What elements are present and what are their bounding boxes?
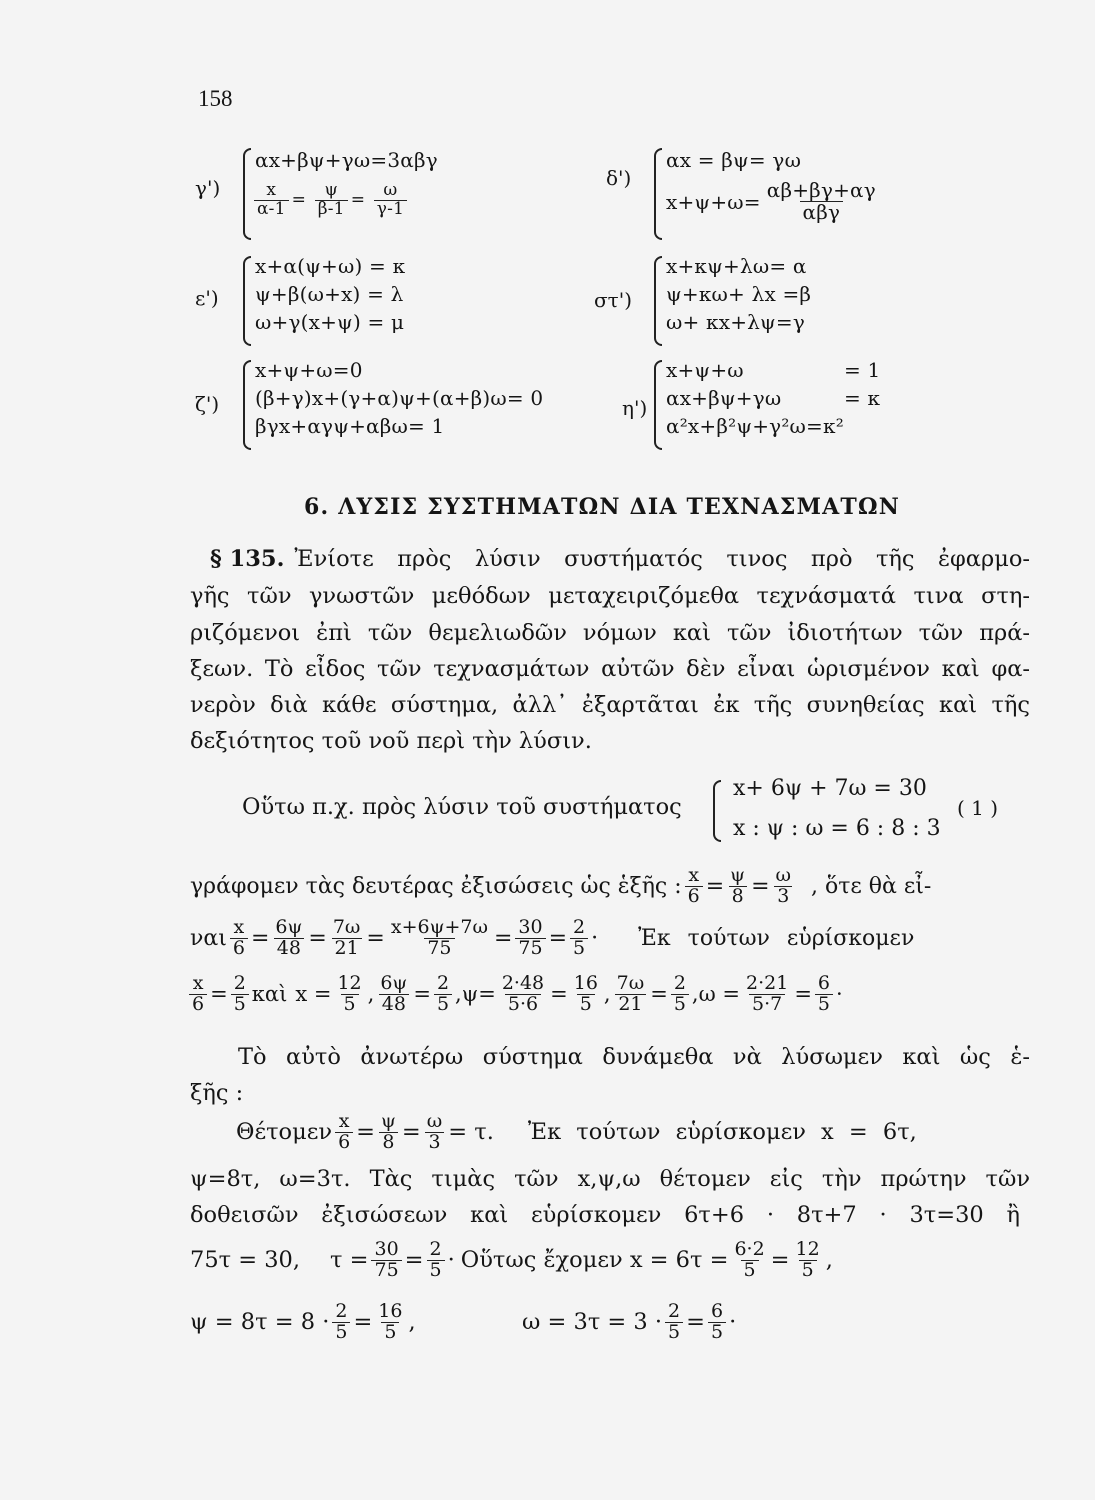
math-line: ω = 3τ = 3 · $\frac{2}{5}$ = $\frac{6}{5}$ · [522, 1300, 737, 1343]
equation: x+α(ψ+ω) = κ [255, 254, 406, 278]
section-heading: 6. ΛΥΣΙΣ ΣΥΣΤΗΜΑΤΩΝ ΔΙΑ ΤΕΧΝΑΣΜΑΤΩΝ [304, 494, 901, 520]
math-line: ψ = 8τ = 8 · $\frac{2}{5}$ = $\frac{16}{5}$ , [190, 1300, 416, 1343]
system-label: δ') [606, 166, 632, 190]
paragraph-line: ξῆς : [190, 1080, 244, 1106]
equation-fractions: $\frac{x}{\alpha-1}$ = $\frac{\psi}{\beta-1}$ = $\frac{\omega}{\gamma-1}$ [251, 182, 410, 219]
paragraph-line: ριζόμενοι ἐπὶ τῶν θεμελιωδῶν νόμων καὶ τῶν ἰδιοτήτων τῶν πρά- [190, 620, 1030, 646]
equation: (β+γ)x+(γ+α)ψ+(α+β)ω= 0 [255, 386, 544, 410]
equation: αx+βψ+γω=3αβγ [255, 148, 438, 172]
equation: βγx+αγψ+αβω= 1 [255, 414, 445, 438]
brace [243, 256, 251, 346]
system-label: γ') [195, 176, 221, 200]
math-line: 75τ = 30, τ = $\frac{30}{75}$ = $\frac{2}{5}$ · Οὕτως ἔχομεν x = 6τ = $\frac{6\cdot 2}{5}$ = $\frac{12}{5}$ , [190, 1238, 833, 1281]
equation: ω+γ(x+ψ) = μ [255, 310, 405, 334]
system-label: η') [622, 396, 648, 420]
equation: x+ψ+ω= $\frac{\alpha\beta+\beta\gamma+\alpha\gamma}{\text{αβγ}}$ [666, 178, 876, 224]
example-equation-1: x+ 6ψ + 7ω = 30 [733, 776, 927, 801]
equation-rhs: = κ [844, 386, 881, 410]
example-intro: Οὕτω π.χ. πρὸς λύσιν τοῦ συστήματος [242, 794, 682, 820]
page-number: 158 [198, 86, 233, 111]
paragraph-line: γῆς τῶν γνωστῶν μεθόδων μεταχειριζόμεθα τεχνάσματά τινα στη- [190, 583, 1030, 609]
equation: ψ+β(ω+x) = λ [255, 282, 404, 306]
math-line: Θέτομεν $\frac{x}{6}$ = $\frac{\psi}{8}$ = $\frac{\omega}{3}$ = τ. Ἐκ τούτων εὑρίσκομεν x = 6τ, [236, 1110, 917, 1153]
brace [243, 360, 251, 450]
equation: α²x+β²ψ+γ²ω=κ² [666, 414, 844, 438]
brace [654, 256, 662, 346]
equation: x+ψ+ω [666, 358, 744, 382]
equation: x+ψ+ω=0 [255, 358, 363, 382]
paragraph-line: ψ=8τ, ω=3τ. Τὰς τιμὰς τῶν x,ψ,ω θέτομεν εἰς τὴν πρώτην τῶν [190, 1166, 1030, 1192]
example-equation-2: x : ψ : ω = 6 : 8 : 3 [733, 816, 941, 841]
equation: αx = βψ= γω [666, 148, 802, 172]
brace [713, 780, 721, 842]
equation-number: ( 1 ) [957, 796, 999, 820]
paragraph-line: δεξιότητος τοῦ νοῦ περὶ τὴν λύσιν. [190, 728, 592, 754]
paragraph-line: νερὸν διὰ κάθε σύστημα, ἀλλ᾽ ἐξαρτᾶται ἐκ τῆς συνηθείας καὶ τῆς [190, 692, 1030, 718]
brace [654, 360, 662, 450]
equation: x+κψ+λω= α [666, 254, 807, 278]
math-line: $\frac{x}{6}$ = $\frac{2}{5}$ καὶ x = $\frac{12}{5}$ , $\frac{6\psi}{48}$ = $\frac{2}{5}$ , ψ= $\frac{2\cdot 48}{5\cdot 6}$ = $\frac{16}{5}$ , $\frac{7\omega}{21}$ = $\frac{2}{5}$ , ω = $\frac{2\cdot 21}{5\cdot 7}$ = $\frac{6}{5}$ · [186, 974, 843, 1015]
equation: ω+ κx+λψ=γ [666, 310, 806, 334]
equation: αx+βψ+γω [666, 386, 782, 410]
brace [243, 148, 251, 240]
paragraph-line: δοθεισῶν ἐξισώσεων καὶ εὑρίσκομεν 6τ+6 · 8τ+7 · 3τ=30 ἢ [190, 1202, 1020, 1228]
equation: ψ+κω+ λx =β [666, 282, 812, 306]
paragraph-line: § 135. Ἐνίοτε πρὸς λύσιν συστήματός τινος πρὸ τῆς ἐφαρμο- [210, 546, 1030, 572]
system-label: ζ') [195, 392, 220, 416]
brace [654, 148, 662, 240]
math-line: γράφομεν τὰς δευτέρας ἐξισώσεις ὡς ἑξῆς : $\frac{x}{6}$ = $\frac{\psi}{8}$ = $\frac{\omega}{3}$ , ὅτε θὰ εἶ- [190, 864, 932, 907]
system-label: ε') [195, 286, 219, 310]
system-label: στ') [594, 288, 633, 312]
section-number: § 135. [210, 546, 285, 572]
paragraph-line: Τὸ αὐτὸ ἀνωτέρω σύστημα δυνάμεθα νὰ λύσωμεν καὶ ὡς ἑ- [238, 1044, 1030, 1070]
equation-rhs: = 1 [844, 358, 881, 382]
math-line: ναι $\frac{x}{6}$ = $\frac{6\psi}{48}$ = $\frac{7\omega}{21}$ = $\frac{x+6\psi+7\omega}{75}$ = $\frac{30}{75}$ = $\frac{2}{5}$ · Ἐκ τούτων εὑρίσκομεν [190, 916, 915, 959]
paragraph-line: ξεων. Τὸ εἶδος τῶν τεχνασμάτων αὐτῶν δὲν εἶναι ὡρισμένον καὶ φα- [190, 656, 1030, 682]
